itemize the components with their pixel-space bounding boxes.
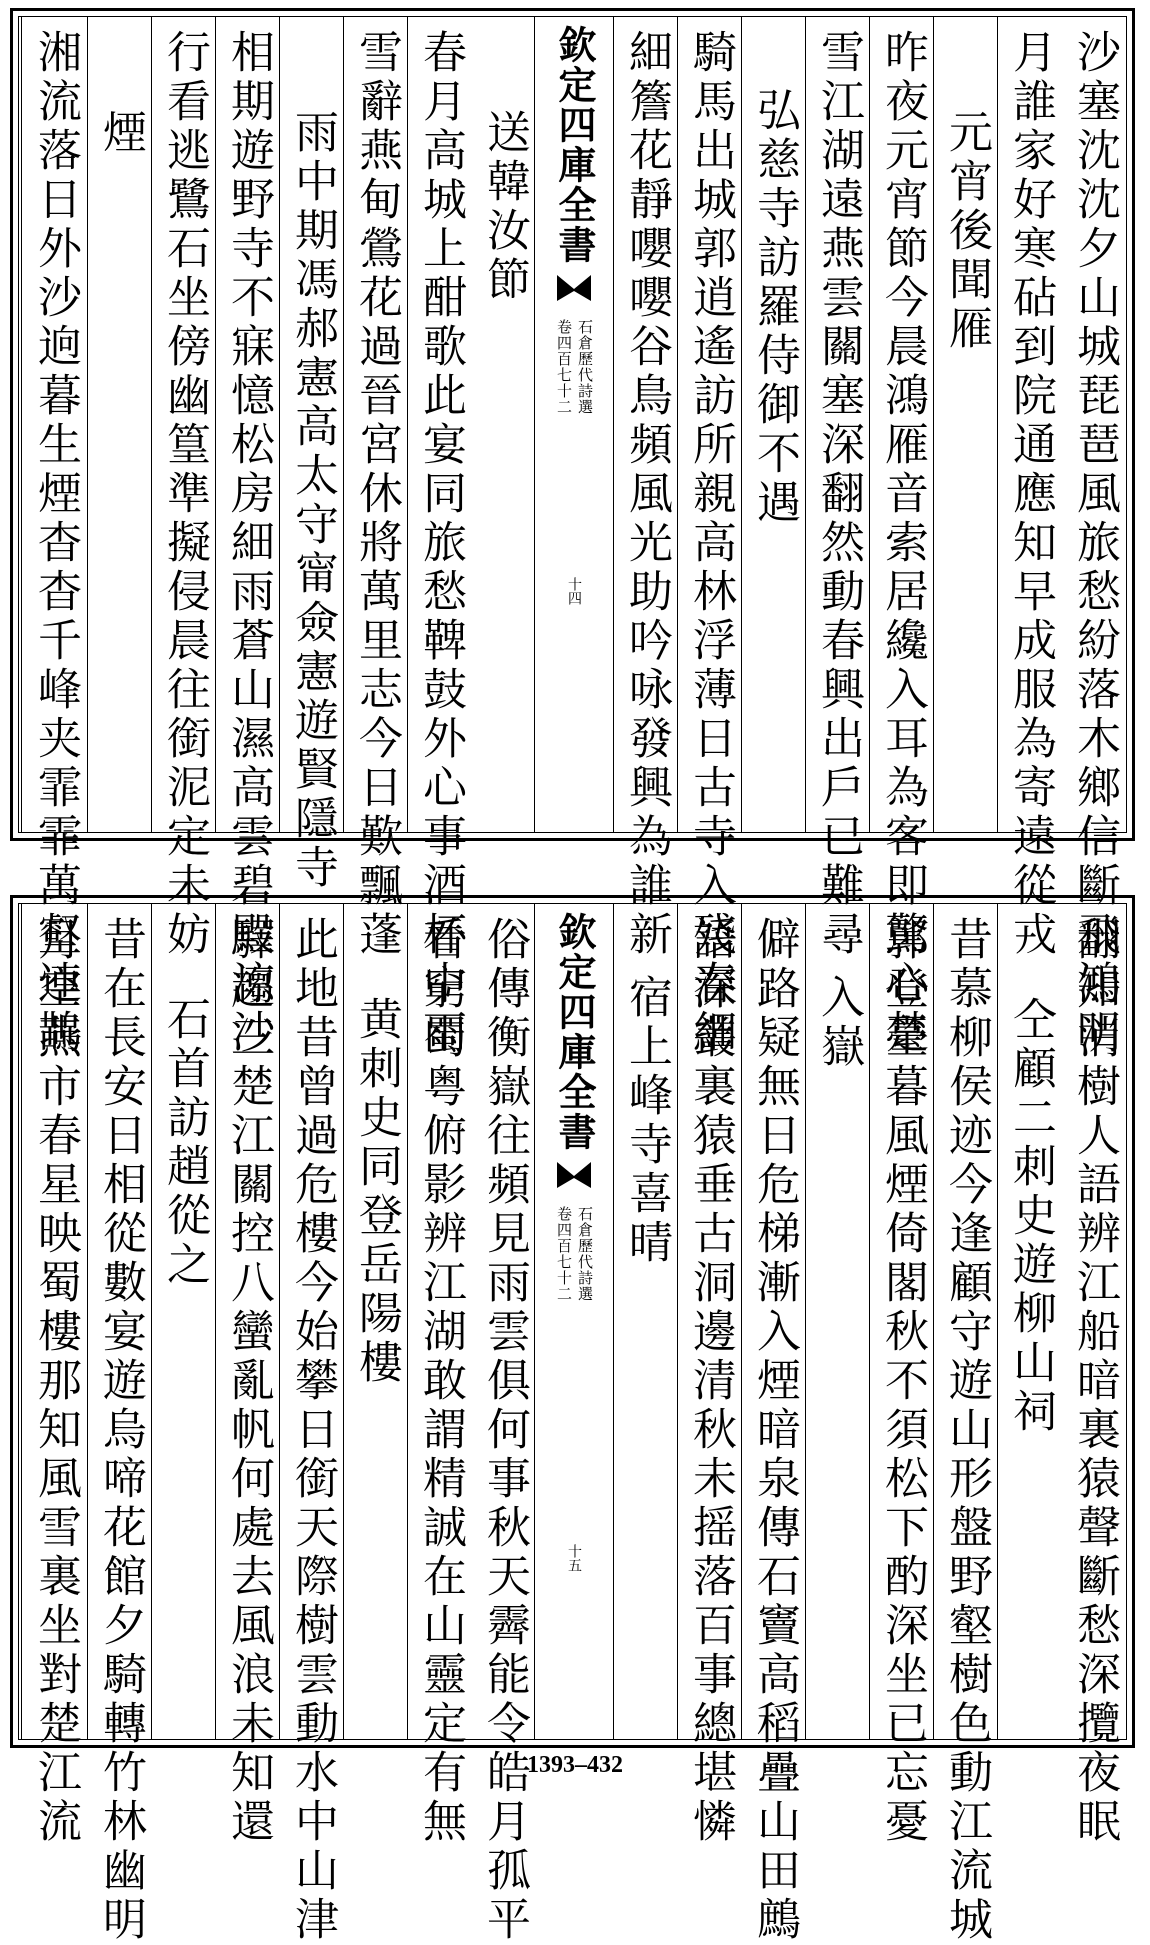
column-text: 湘流落日外沙逈暮生煙杳杳千峰夹霏霏萬壑連鵲: [30, 29, 81, 1058]
text-column: [869, 904, 934, 1847]
text-column: [343, 17, 408, 960]
column-text: 相期遊野寺不寐憶松房細雨蒼山濕高雲碧殿涼沙: [223, 29, 274, 1058]
text-column: [677, 904, 742, 1847]
poem-title: 元宵後聞雁: [941, 109, 992, 354]
text-column: [741, 17, 806, 832]
leaf-number: 十四: [566, 577, 582, 605]
text-column: [343, 904, 408, 1739]
collection-title: 欽定四庫全書: [552, 912, 597, 1152]
fish-tail-mark-icon: [557, 275, 591, 301]
text-column: [87, 17, 152, 832]
text-column: [997, 17, 1062, 960]
poem-title: 入嶽: [813, 974, 864, 1072]
text-column: [21, 17, 88, 1058]
column-text: 俗傳衡嶽往頻見雨雲俱何事秋天霽能令皓月孤平: [479, 916, 530, 1945]
text-column: [21, 904, 88, 1847]
book-title: 石倉歷代詩選: [576, 1206, 594, 1302]
column-text: 月誰家好寒砧到院通應知早成服為寄遠從戎: [1005, 29, 1056, 960]
poem-title: 送韓汝節: [479, 109, 530, 305]
center-heading: [534, 17, 614, 832]
text-column: [933, 904, 998, 1945]
text-column: [151, 17, 216, 960]
text-column: [869, 17, 934, 1058]
poem-title: 宿上峰寺喜晴: [621, 974, 672, 1268]
column-text: 春月高城上酣歌此宴同旅愁鞞鼓外心事酒杯中雨: [415, 29, 466, 1058]
poem-title: 弘慈寺訪羅侍御不遇: [749, 87, 800, 528]
column-text: 看窮蜀粤俯影辨江湖敢謂精誠在山靈定有無: [415, 916, 466, 1847]
fish-tail-mark-icon: [557, 1162, 591, 1188]
text-column: [613, 17, 678, 960]
text-column: [997, 904, 1062, 1739]
text-column: [741, 904, 806, 1945]
column-text: 行看逃鷺石坐傍幽篁準擬侵晨往銜泥定未妨: [159, 29, 210, 960]
book-title: 石倉歷代詩選: [576, 319, 594, 415]
column-text: 雪辭燕甸鶯花過晉宮休將萬里志今日歎飄蓬: [351, 29, 402, 960]
text-column: [215, 17, 280, 1058]
volume-number: 卷四百七十二: [555, 1206, 573, 1302]
text-column: [1062, 904, 1126, 1847]
poem-title: 石首訪趙從之: [159, 996, 210, 1290]
text-column: [279, 904, 344, 1945]
text-column: [677, 17, 742, 1058]
poem-title: 黄刺史同登岳陽樓: [351, 996, 402, 1388]
center-heading: [534, 904, 614, 1739]
text-column: [215, 904, 280, 1847]
column-text: 郭登臺暮風煙倚閣秋不須松下酌深坐已忘憂: [877, 916, 928, 1847]
poem-title: 雨中期馮郝憲高太守甯僉憲遊賢隱寺: [287, 109, 338, 893]
text-column: [933, 17, 998, 832]
column-text: 騎馬出城郭逍遙訪所親高林浮薄日古寺入殘春細: [685, 29, 736, 1058]
text-column: [472, 904, 536, 1945]
text-column: [407, 17, 472, 1058]
column-text: 細簷花靜嚶嚶谷鳥頻風光助吟咏發興為誰新: [621, 29, 672, 960]
text-column: [472, 17, 536, 832]
text-column: [1062, 17, 1126, 1058]
text-column: [407, 904, 472, 1847]
column-text: 月空燕市春星映蜀樓那知風雪裏坐對楚江流: [30, 916, 81, 1847]
column-text: 驛趨三楚江關控八蠻亂帆何處去風浪未知還: [223, 916, 274, 1847]
column-text: 沙塞沈沈夕山城琵琶風旅愁紛落木鄉信斷飛鴻明: [1069, 29, 1120, 1058]
poem-title: 仝顧二刺史遊柳山祠: [1005, 996, 1056, 1437]
page-code: 1393–432: [527, 1752, 623, 1778]
column-text: 語深叢裏猿垂古洞邊清秋未摇落百事總堪憐: [685, 916, 736, 1847]
column-text: 翻知消樹人語辨江船暗裏猿聲斷愁深攬夜眠: [1069, 916, 1120, 1847]
column-text: 僻路疑無日危梯漸入煙暗泉傳石竇高稻疊山田鷓: [749, 916, 800, 1945]
column-text: 昔慕柳侯迹今逢顧守遊山形盤野壑樹色動江流城: [941, 916, 992, 1945]
column-text: 昔在長安日相從數宴遊烏啼花館夕騎轉竹林幽明: [95, 916, 146, 1945]
column-text: 此地昔曾過危樓今始攀日銜天際樹雲動水中山津: [287, 916, 338, 1945]
text-column: [613, 904, 678, 1739]
column-text: 昨夜元宵節今晨鴻雁音索居纔入耳為客即驚心楚: [877, 29, 928, 1058]
text-column: [279, 17, 344, 893]
text-column: [805, 17, 870, 960]
text-column: [151, 904, 216, 1739]
text-column: [805, 904, 870, 1739]
text-column: [87, 904, 152, 1945]
leaf-number: 十五: [566, 1544, 582, 1572]
volume-number: 卷四百七十二: [555, 319, 573, 415]
column-text: 雪江湖遠燕雲關塞深翻然動春興出戶已難尋: [813, 29, 864, 960]
collection-title: 欽定四庫全書: [552, 25, 597, 265]
poem-title: 煙: [95, 109, 146, 158]
